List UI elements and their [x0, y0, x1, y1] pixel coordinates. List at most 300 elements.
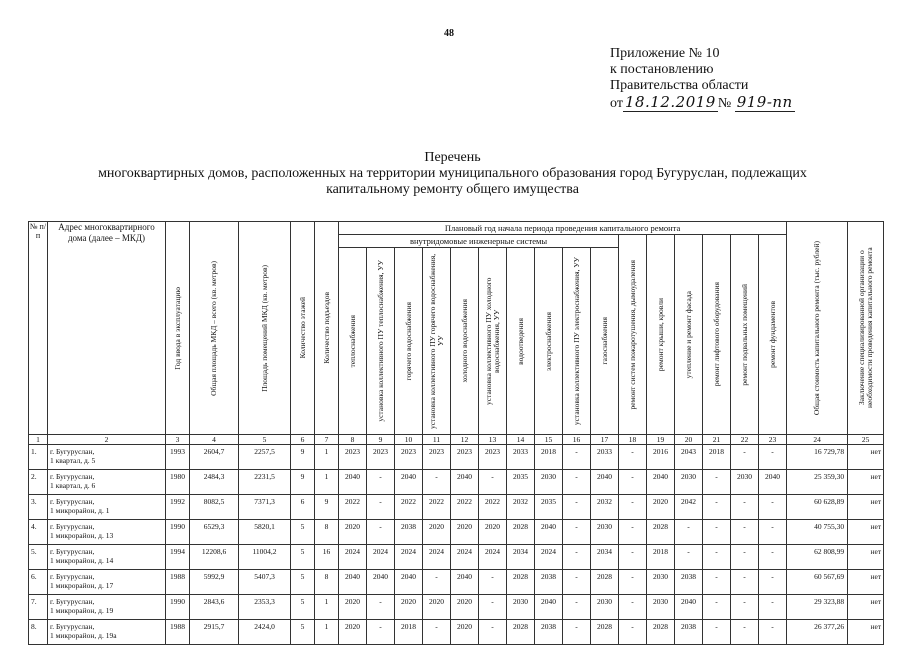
header-fire-text: ремонт систем пожаротушения, дымоудаления	[627, 259, 637, 410]
cell-heat: 2023	[339, 445, 367, 470]
cell-electricity-meter: -	[563, 520, 591, 545]
header-heat-meter-text: установка коллективного ПУ теплоснабжения, УУ	[375, 260, 385, 422]
table-row	[29, 595, 884, 620]
cell-cold-water-meter: -	[479, 620, 507, 645]
column-number: 11	[423, 435, 451, 445]
cell-heat: 2022	[339, 495, 367, 520]
cell-entrances: 1	[315, 620, 339, 645]
conclusion-cell: нет	[848, 495, 884, 520]
row-number-cell: 8.	[29, 620, 48, 645]
cell-foundation: -	[759, 520, 787, 545]
cell-electricity-meter: -	[563, 570, 591, 595]
title-line-3: капитальному ремонту общего имущества	[326, 182, 579, 197]
cell-cold-water-meter: 2023	[479, 445, 507, 470]
address-line-2: 1 квартал, д. 5	[50, 456, 96, 465]
cell-heat-meter: -	[367, 620, 395, 645]
cell-year: 1980	[166, 470, 190, 495]
cell-hot-water-meter: 2020	[423, 595, 451, 620]
cell-foundation: -	[759, 545, 787, 570]
cell-electricity-meter: -	[563, 620, 591, 645]
column-number: 6	[291, 435, 315, 445]
cell-cold-water: 2020	[451, 620, 479, 645]
cell-premises-area: 11004,2	[239, 545, 291, 570]
cell-year: 1994	[166, 545, 190, 570]
cell-hot-water: 2038	[395, 520, 423, 545]
title-line-1: Перечень	[424, 150, 481, 165]
cell-gas: 2028	[591, 620, 619, 645]
cell-fire: -	[619, 445, 647, 470]
column-number: 13	[479, 435, 507, 445]
cell-floors: 5	[291, 545, 315, 570]
conclusion-cell: нет	[848, 620, 884, 645]
cell-drainage: 2033	[507, 445, 535, 470]
total-cost-cell: 40 755,30	[787, 520, 848, 545]
cell-entrances: 8	[315, 520, 339, 545]
cell-foundation: -	[759, 595, 787, 620]
table-row	[29, 495, 884, 520]
conclusion-cell: нет	[848, 570, 884, 595]
address-line-1: г. Бугуруслан,	[50, 572, 95, 581]
cell-hot-water-meter: 2023	[423, 445, 451, 470]
cell-hot-water: 2018	[395, 620, 423, 645]
cell-electricity: 2035	[535, 495, 563, 520]
cell-elevator: -	[703, 520, 731, 545]
cell-entrances: 16	[315, 545, 339, 570]
cell-total-area: 2484,3	[190, 470, 239, 495]
cell-entrances: 1	[315, 470, 339, 495]
header-electricity-text: электроснабжения	[543, 311, 553, 371]
cell-foundation: -	[759, 570, 787, 595]
cell-year: 1988	[166, 570, 190, 595]
row-number-cell: 4.	[29, 520, 48, 545]
appendix-line-3: Правительства области	[610, 78, 749, 93]
header-heat	[339, 248, 367, 435]
conclusion-cell: нет	[848, 470, 884, 495]
cell-gas: 2028	[591, 570, 619, 595]
cell-premises-area: 2257,5	[239, 445, 291, 470]
column-number: 12	[451, 435, 479, 445]
cell-total-area: 8082,5	[190, 495, 239, 520]
cell-drainage: 2028	[507, 520, 535, 545]
header-year-built	[166, 222, 190, 435]
column-number: 17	[591, 435, 619, 445]
header-total-area-text: Общая площадь МКД – всего (кв. метров)	[209, 260, 218, 396]
cell-heat: 2020	[339, 595, 367, 620]
header-heat-meter	[367, 248, 395, 435]
cell-roof: 2028	[647, 620, 675, 645]
cell-year: 1988	[166, 620, 190, 645]
handwritten-number: 919-пп	[736, 93, 793, 111]
cell-elevator: -	[703, 570, 731, 595]
cell-gas: 2030	[591, 595, 619, 620]
cell-basement: 2030	[731, 470, 759, 495]
address-line-1: г. Бугуруслан,	[50, 447, 95, 456]
header-cold-water	[451, 248, 479, 435]
cell-cold-water-meter: -	[479, 470, 507, 495]
address-line-1: г. Бугуруслан,	[50, 472, 95, 481]
cell-elevator: -	[703, 470, 731, 495]
column-number: 2	[48, 435, 166, 445]
cell-floors: 5	[291, 570, 315, 595]
header-cold-water-meter	[479, 248, 507, 435]
cell-roof: 2018	[647, 545, 675, 570]
cell-facade: 2040	[675, 595, 703, 620]
header-cold-water-meter-text: установка коллективного ПУ холодного водоснабжения, УУ	[483, 277, 501, 405]
header-premises-area	[239, 222, 291, 435]
header-engineering-systems: внутридомовые инженерные системы	[339, 235, 619, 248]
cell-roof: 2030	[647, 570, 675, 595]
cell-gas: 2034	[591, 545, 619, 570]
cell-heat-meter: -	[367, 495, 395, 520]
cell-roof: 2040	[647, 470, 675, 495]
cell-entrances: 8	[315, 570, 339, 595]
cell-entrances: 9	[315, 495, 339, 520]
title-line-2: многоквартирных домов, расположенных на территории муниципального образования город Бугуруслан, подлежащих	[98, 166, 807, 181]
cell-hot-water-meter: 2022	[423, 495, 451, 520]
cell-drainage: 2034	[507, 545, 535, 570]
address-line-1: г. Бугуруслан,	[50, 522, 95, 531]
cell-year: 1990	[166, 595, 190, 620]
cell-basement: -	[731, 545, 759, 570]
total-cost-cell: 25 359,30	[787, 470, 848, 495]
cell-drainage: 2030	[507, 595, 535, 620]
cell-premises-area: 5407,3	[239, 570, 291, 595]
cell-drainage: 2035	[507, 470, 535, 495]
cell-premises-area: 5820,1	[239, 520, 291, 545]
address-line-2: 1 микрорайон, д. 14	[50, 556, 114, 565]
header-roof-text: ремонт крыши, кровли	[655, 297, 665, 372]
header-floors	[291, 222, 315, 435]
cell-cold-water: 2023	[451, 445, 479, 470]
cell-foundation: -	[759, 620, 787, 645]
table-row	[29, 620, 884, 645]
number-prefix: №	[717, 96, 732, 111]
cell-entrances: 1	[315, 595, 339, 620]
total-cost-cell: 26 377,26	[787, 620, 848, 645]
header-heat-text: теплоснабжения	[347, 314, 357, 368]
cell-electricity-meter: -	[563, 445, 591, 470]
header-foundation	[759, 235, 787, 435]
row-number-cell: 7.	[29, 595, 48, 620]
header-floors-text: Количество этажей	[297, 297, 307, 359]
total-cost-cell: 62 808,99	[787, 545, 848, 570]
column-numbers-row	[29, 435, 884, 445]
header-gas-text: газоснабжения	[599, 317, 609, 365]
cell-heat-meter: -	[367, 520, 395, 545]
from-prefix: от	[610, 96, 623, 111]
conclusion-cell: нет	[848, 520, 884, 545]
address-line-1: г. Бугуруслан,	[50, 597, 95, 606]
cell-facade: -	[675, 545, 703, 570]
address-cell	[48, 520, 166, 545]
cell-heat: 2040	[339, 470, 367, 495]
header-total-cost-text: Общая стоимость капитального ремонта (тыс. рублей)	[812, 240, 822, 416]
cell-hot-water-meter: 2020	[423, 520, 451, 545]
appendix-line-1: Приложение № 10	[610, 46, 720, 61]
cell-fire: -	[619, 495, 647, 520]
cell-basement: -	[731, 595, 759, 620]
cell-elevator: -	[703, 620, 731, 645]
table-row	[29, 520, 884, 545]
column-number: 4	[190, 435, 239, 445]
address-line-2: 1 микрорайон, д. 13	[50, 531, 114, 540]
header-elevator-text: ремонт лифтового оборудования	[711, 282, 721, 387]
cell-electricity-meter: -	[563, 595, 591, 620]
address-line-2: 1 квартал, д. 6	[50, 481, 96, 490]
header-address: Адрес многоквартирного дома (далее – МКД)	[48, 222, 166, 435]
address-cell	[48, 545, 166, 570]
cell-premises-area: 2353,3	[239, 595, 291, 620]
cell-facade: 2030	[675, 470, 703, 495]
header-entrances-text: Количество подъездов	[321, 292, 331, 364]
cell-cold-water: 2024	[451, 545, 479, 570]
address-cell	[48, 595, 166, 620]
handwritten-date: 18.12.2019	[624, 93, 716, 111]
cell-cold-water-meter: 2020	[479, 520, 507, 545]
address-line-1: г. Бугуруслан,	[50, 547, 95, 556]
column-number: 21	[703, 435, 731, 445]
cell-heat-meter: -	[367, 470, 395, 495]
cell-heat: 2020	[339, 520, 367, 545]
address-line-2: 1 микрорайон, д. 19а	[50, 631, 117, 640]
column-number: 19	[647, 435, 675, 445]
cell-foundation: 2040	[759, 470, 787, 495]
row-number-cell: 6.	[29, 570, 48, 595]
cell-drainage: 2028	[507, 570, 535, 595]
cell-year: 1992	[166, 495, 190, 520]
cell-elevator: -	[703, 595, 731, 620]
conclusion-cell: нет	[848, 595, 884, 620]
table-row	[29, 570, 884, 595]
cell-hot-water: 2022	[395, 495, 423, 520]
cell-gas: 2030	[591, 520, 619, 545]
cell-heat: 2020	[339, 620, 367, 645]
cell-electricity: 2018	[535, 445, 563, 470]
cell-cold-water: 2040	[451, 570, 479, 595]
cell-elevator: 2018	[703, 445, 731, 470]
cell-electricity: 2040	[535, 595, 563, 620]
cell-cold-water: 2020	[451, 595, 479, 620]
cell-roof: 2020	[647, 495, 675, 520]
header-electricity-meter-text: установка коллективного ПУ электроснабжения, УУ	[571, 256, 581, 426]
cell-entrances: 1	[315, 445, 339, 470]
cell-electricity: 2024	[535, 545, 563, 570]
cell-total-area: 2915,7	[190, 620, 239, 645]
cell-cold-water: 2020	[451, 520, 479, 545]
total-cost-cell: 60 628,89	[787, 495, 848, 520]
cell-facade: 2038	[675, 620, 703, 645]
cell-floors: 5	[291, 620, 315, 645]
repair-table	[28, 221, 884, 645]
header-conclusion-text: Заключение специализированной организации о необходимости проведения капитального ремонта	[856, 247, 874, 409]
header-foundation-text: ремонт фундаментов	[767, 301, 777, 368]
cell-floors: 9	[291, 445, 315, 470]
header-premises-area-text: Площадь помещений МКД (кв. метров)	[259, 264, 269, 392]
cell-hot-water-meter: -	[423, 620, 451, 645]
cell-year: 1990	[166, 520, 190, 545]
cell-electricity-meter: -	[563, 495, 591, 520]
cell-roof: 2030	[647, 595, 675, 620]
cell-heat-meter: 2023	[367, 445, 395, 470]
address-cell	[48, 495, 166, 520]
column-number: 18	[619, 435, 647, 445]
cell-roof: 2016	[647, 445, 675, 470]
table-row	[29, 470, 884, 495]
header-gas	[591, 248, 619, 435]
header-plan-year: Плановый год начала периода проведения капитального ремонта	[339, 222, 787, 235]
column-number: 22	[731, 435, 759, 445]
header-num: № п/п	[29, 222, 48, 435]
header-cold-water-text: холодного водоснабжения	[459, 299, 469, 383]
cell-drainage: 2032	[507, 495, 535, 520]
cell-foundation: -	[759, 445, 787, 470]
header-electricity	[535, 248, 563, 435]
cell-floors: 9	[291, 470, 315, 495]
cell-hot-water-meter: 2024	[423, 545, 451, 570]
page-number: 48	[444, 28, 454, 39]
cell-hot-water: 2040	[395, 570, 423, 595]
address-line-2: 1 микрорайон, д. 17	[50, 581, 114, 590]
table-row	[29, 545, 884, 570]
cell-drainage: 2028	[507, 620, 535, 645]
cell-fire: -	[619, 470, 647, 495]
header-conclusion	[848, 222, 884, 435]
conclusion-cell: нет	[848, 445, 884, 470]
cell-heat: 2024	[339, 545, 367, 570]
header-drainage	[507, 248, 535, 435]
column-number: 16	[563, 435, 591, 445]
cell-electricity-meter: -	[563, 545, 591, 570]
cell-elevator: -	[703, 495, 731, 520]
cell-premises-area: 7371,3	[239, 495, 291, 520]
address-cell	[48, 620, 166, 645]
row-number-cell: 1.	[29, 445, 48, 470]
column-number: 5	[239, 435, 291, 445]
column-number: 25	[848, 435, 884, 445]
header-basement-text: ремонт подвальных помещений	[739, 283, 749, 386]
cell-premises-area: 2424,0	[239, 620, 291, 645]
total-cost-cell: 29 323,88	[787, 595, 848, 620]
cell-basement: -	[731, 445, 759, 470]
address-line-2: 1 микрорайон, д. 1	[50, 506, 110, 515]
cell-cold-water-meter: -	[479, 570, 507, 595]
header-hot-water	[395, 248, 423, 435]
column-number: 8	[339, 435, 367, 445]
row-number-cell: 5.	[29, 545, 48, 570]
cell-fire: -	[619, 620, 647, 645]
cell-total-area: 12208,6	[190, 545, 239, 570]
address-cell	[48, 470, 166, 495]
cell-year: 1993	[166, 445, 190, 470]
cell-floors: 6	[291, 495, 315, 520]
cell-fire: -	[619, 570, 647, 595]
cell-facade: -	[675, 520, 703, 545]
cell-facade: 2038	[675, 570, 703, 595]
column-number: 9	[367, 435, 395, 445]
cell-heat-meter: -	[367, 595, 395, 620]
cell-hot-water: 2024	[395, 545, 423, 570]
column-number: 14	[507, 435, 535, 445]
cell-basement: -	[731, 570, 759, 595]
address-line-1: г. Бугуруслан,	[50, 497, 95, 506]
header-hot-water-meter	[423, 248, 451, 435]
cell-heat-meter: 2040	[367, 570, 395, 595]
cell-gas: 2040	[591, 470, 619, 495]
column-number: 1	[29, 435, 48, 445]
cell-total-area: 2843,6	[190, 595, 239, 620]
header-roof	[647, 235, 675, 435]
cell-cold-water: 2040	[451, 470, 479, 495]
column-number: 10	[395, 435, 423, 445]
document-title	[40, 150, 865, 198]
column-number: 24	[787, 435, 848, 445]
header-facade-text: утепление и ремонт фасада	[683, 290, 693, 379]
cell-hot-water-meter: -	[423, 470, 451, 495]
total-cost-cell: 60 567,69	[787, 570, 848, 595]
cell-electricity: 2040	[535, 520, 563, 545]
cell-elevator: -	[703, 545, 731, 570]
header-drainage-text: водоотведения	[515, 317, 525, 365]
header-year-built-text: Год ввода в эксплуатацию	[172, 286, 182, 370]
column-number: 7	[315, 435, 339, 445]
header-total-cost	[787, 222, 848, 435]
column-number: 3	[166, 435, 190, 445]
cell-electricity-meter: -	[563, 470, 591, 495]
cell-facade: 2043	[675, 445, 703, 470]
row-number-cell: 3.	[29, 495, 48, 520]
cell-gas: 2032	[591, 495, 619, 520]
cell-fire: -	[619, 595, 647, 620]
appendix-block	[610, 46, 795, 112]
cell-foundation: -	[759, 495, 787, 520]
header-hot-water-meter-text: установка коллективного ПУ горячего водоснабжения, УУ	[427, 253, 445, 429]
cell-hot-water-meter: -	[423, 570, 451, 595]
appendix-line-2: к постановлению	[610, 62, 714, 77]
header-entrances	[315, 222, 339, 435]
cell-basement: -	[731, 520, 759, 545]
cell-total-area: 6529,3	[190, 520, 239, 545]
column-number: 23	[759, 435, 787, 445]
column-number: 20	[675, 435, 703, 445]
cell-hot-water: 2040	[395, 470, 423, 495]
header-elevator	[703, 235, 731, 435]
cell-fire: -	[619, 545, 647, 570]
cell-electricity: 2038	[535, 620, 563, 645]
appendix-date-line	[610, 94, 795, 112]
address-line-1: г. Бугуруслан,	[50, 622, 95, 631]
cell-hot-water: 2020	[395, 595, 423, 620]
cell-facade: 2042	[675, 495, 703, 520]
header-basement	[731, 235, 759, 435]
header-hot-water-text: горячего водоснабжения	[403, 301, 413, 381]
cell-floors: 5	[291, 595, 315, 620]
cell-total-area: 5992,9	[190, 570, 239, 595]
cell-cold-water: 2022	[451, 495, 479, 520]
cell-electricity: 2038	[535, 570, 563, 595]
cell-hot-water: 2023	[395, 445, 423, 470]
column-number: 15	[535, 435, 563, 445]
cell-cold-water-meter: 2022	[479, 495, 507, 520]
cell-floors: 5	[291, 520, 315, 545]
row-number-cell: 2.	[29, 470, 48, 495]
cell-fire: -	[619, 520, 647, 545]
cell-total-area: 2604,7	[190, 445, 239, 470]
header-facade	[675, 235, 703, 435]
cell-basement: -	[731, 495, 759, 520]
total-cost-cell: 16 729,78	[787, 445, 848, 470]
cell-cold-water-meter: -	[479, 595, 507, 620]
cell-gas: 2033	[591, 445, 619, 470]
